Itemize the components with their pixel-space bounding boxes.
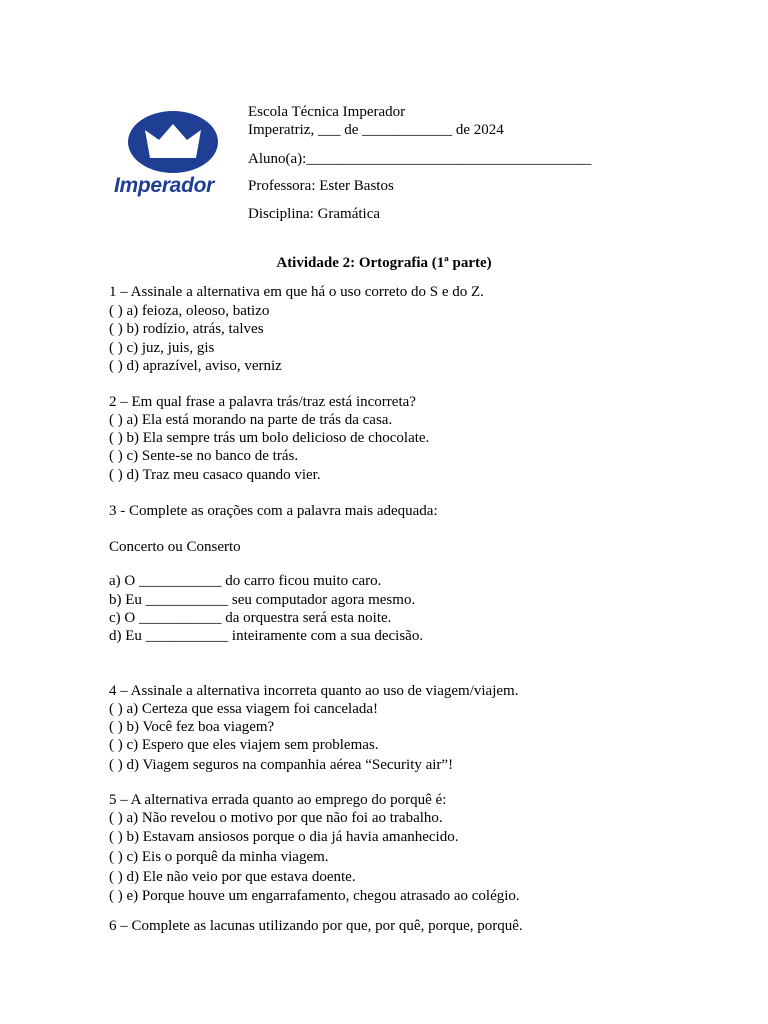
question-5-option: ( ) d) Ele não veio por que estava doente. xyxy=(109,869,356,885)
question-1-prompt: 1 – Assinale a alternativa em que há o uso correto do S e do Z. xyxy=(109,284,484,300)
question-3-prompt: 3 - Complete as orações com a palavra mais adequada: xyxy=(109,503,438,519)
question-4-option: ( ) d) Viagem seguros na companhia aérea “Security air”! xyxy=(109,757,454,773)
question-1-option: ( ) b) rodízio, atrás, talves xyxy=(109,321,264,337)
student-line: Aluno(a):______________________________________ xyxy=(248,151,592,167)
question-5-prompt: 5 – A alternativa errada quanto ao emprego do porquê é: xyxy=(109,792,447,808)
question-1-option: ( ) d) aprazível, aviso, verniz xyxy=(109,358,282,374)
date-line: Imperatriz, ___ de ____________ de 2024 xyxy=(248,122,504,138)
question-4-option: ( ) c) Espero que eles viajem sem problemas. xyxy=(109,737,379,753)
question-2-prompt: 2 – Em qual frase a palavra trás/traz está incorreta? xyxy=(109,394,416,410)
question-2-option: ( ) c) Sente-se no banco de trás. xyxy=(109,448,299,464)
question-2-option: ( ) b) Ela sempre trás um bolo delicioso de chocolate. xyxy=(109,430,430,446)
question-4-option: ( ) b) Você fez boa viagem? xyxy=(109,719,275,735)
question-3-item: c) O ___________ da orquestra será esta noite. xyxy=(109,610,392,626)
question-4-option: ( ) a) Certeza que essa viagem foi cancelada! xyxy=(109,701,379,717)
question-3-item: d) Eu ___________ inteiramente com a sua decisão. xyxy=(109,628,424,644)
question-4-prompt: 4 – Assinale a alternativa incorreta quanto ao uso de viagem/viajem. xyxy=(109,683,519,699)
question-5-option: ( ) a) Não revelou o motivo por que não foi ao trabalho. xyxy=(109,810,443,826)
logo-text: Imperador xyxy=(114,174,214,197)
question-5-option: ( ) e) Porque houve um engarrafamento, chegou atrasado ao colégio. xyxy=(109,888,520,904)
question-6-prompt: 6 – Complete as lacunas utilizando por que, por quê, porque, porquê. xyxy=(109,918,523,934)
question-3-item: b) Eu ___________ seu computador agora mesmo. xyxy=(109,592,416,608)
question-5-option: ( ) b) Estavam ansiosos porque o dia já havia amanhecido. xyxy=(109,829,459,845)
question-3-item: a) O ___________ do carro ficou muito caro. xyxy=(109,573,382,589)
school-name: Escola Técnica Imperador xyxy=(248,104,406,120)
question-1-option: ( ) a) feioza, oleoso, batizo xyxy=(109,303,270,319)
question-2-option: ( ) d) Traz meu casaco quando vier. xyxy=(109,467,321,483)
question-2-option: ( ) a) Ela está morando na parte de trás da casa. xyxy=(109,412,393,428)
page-title: Atividade 2: Ortografia (1ª parte) xyxy=(276,255,492,271)
question-1-option: ( ) c) juz, juis, gis xyxy=(109,340,215,356)
subject-line: Disciplina: Gramática xyxy=(248,206,381,222)
question-3-words: Concerto ou Conserto xyxy=(109,539,241,555)
teacher-line: Professora: Ester Bastos xyxy=(248,178,394,194)
question-5-option: ( ) c) Eis o porquê da minha viagem. xyxy=(109,849,329,865)
